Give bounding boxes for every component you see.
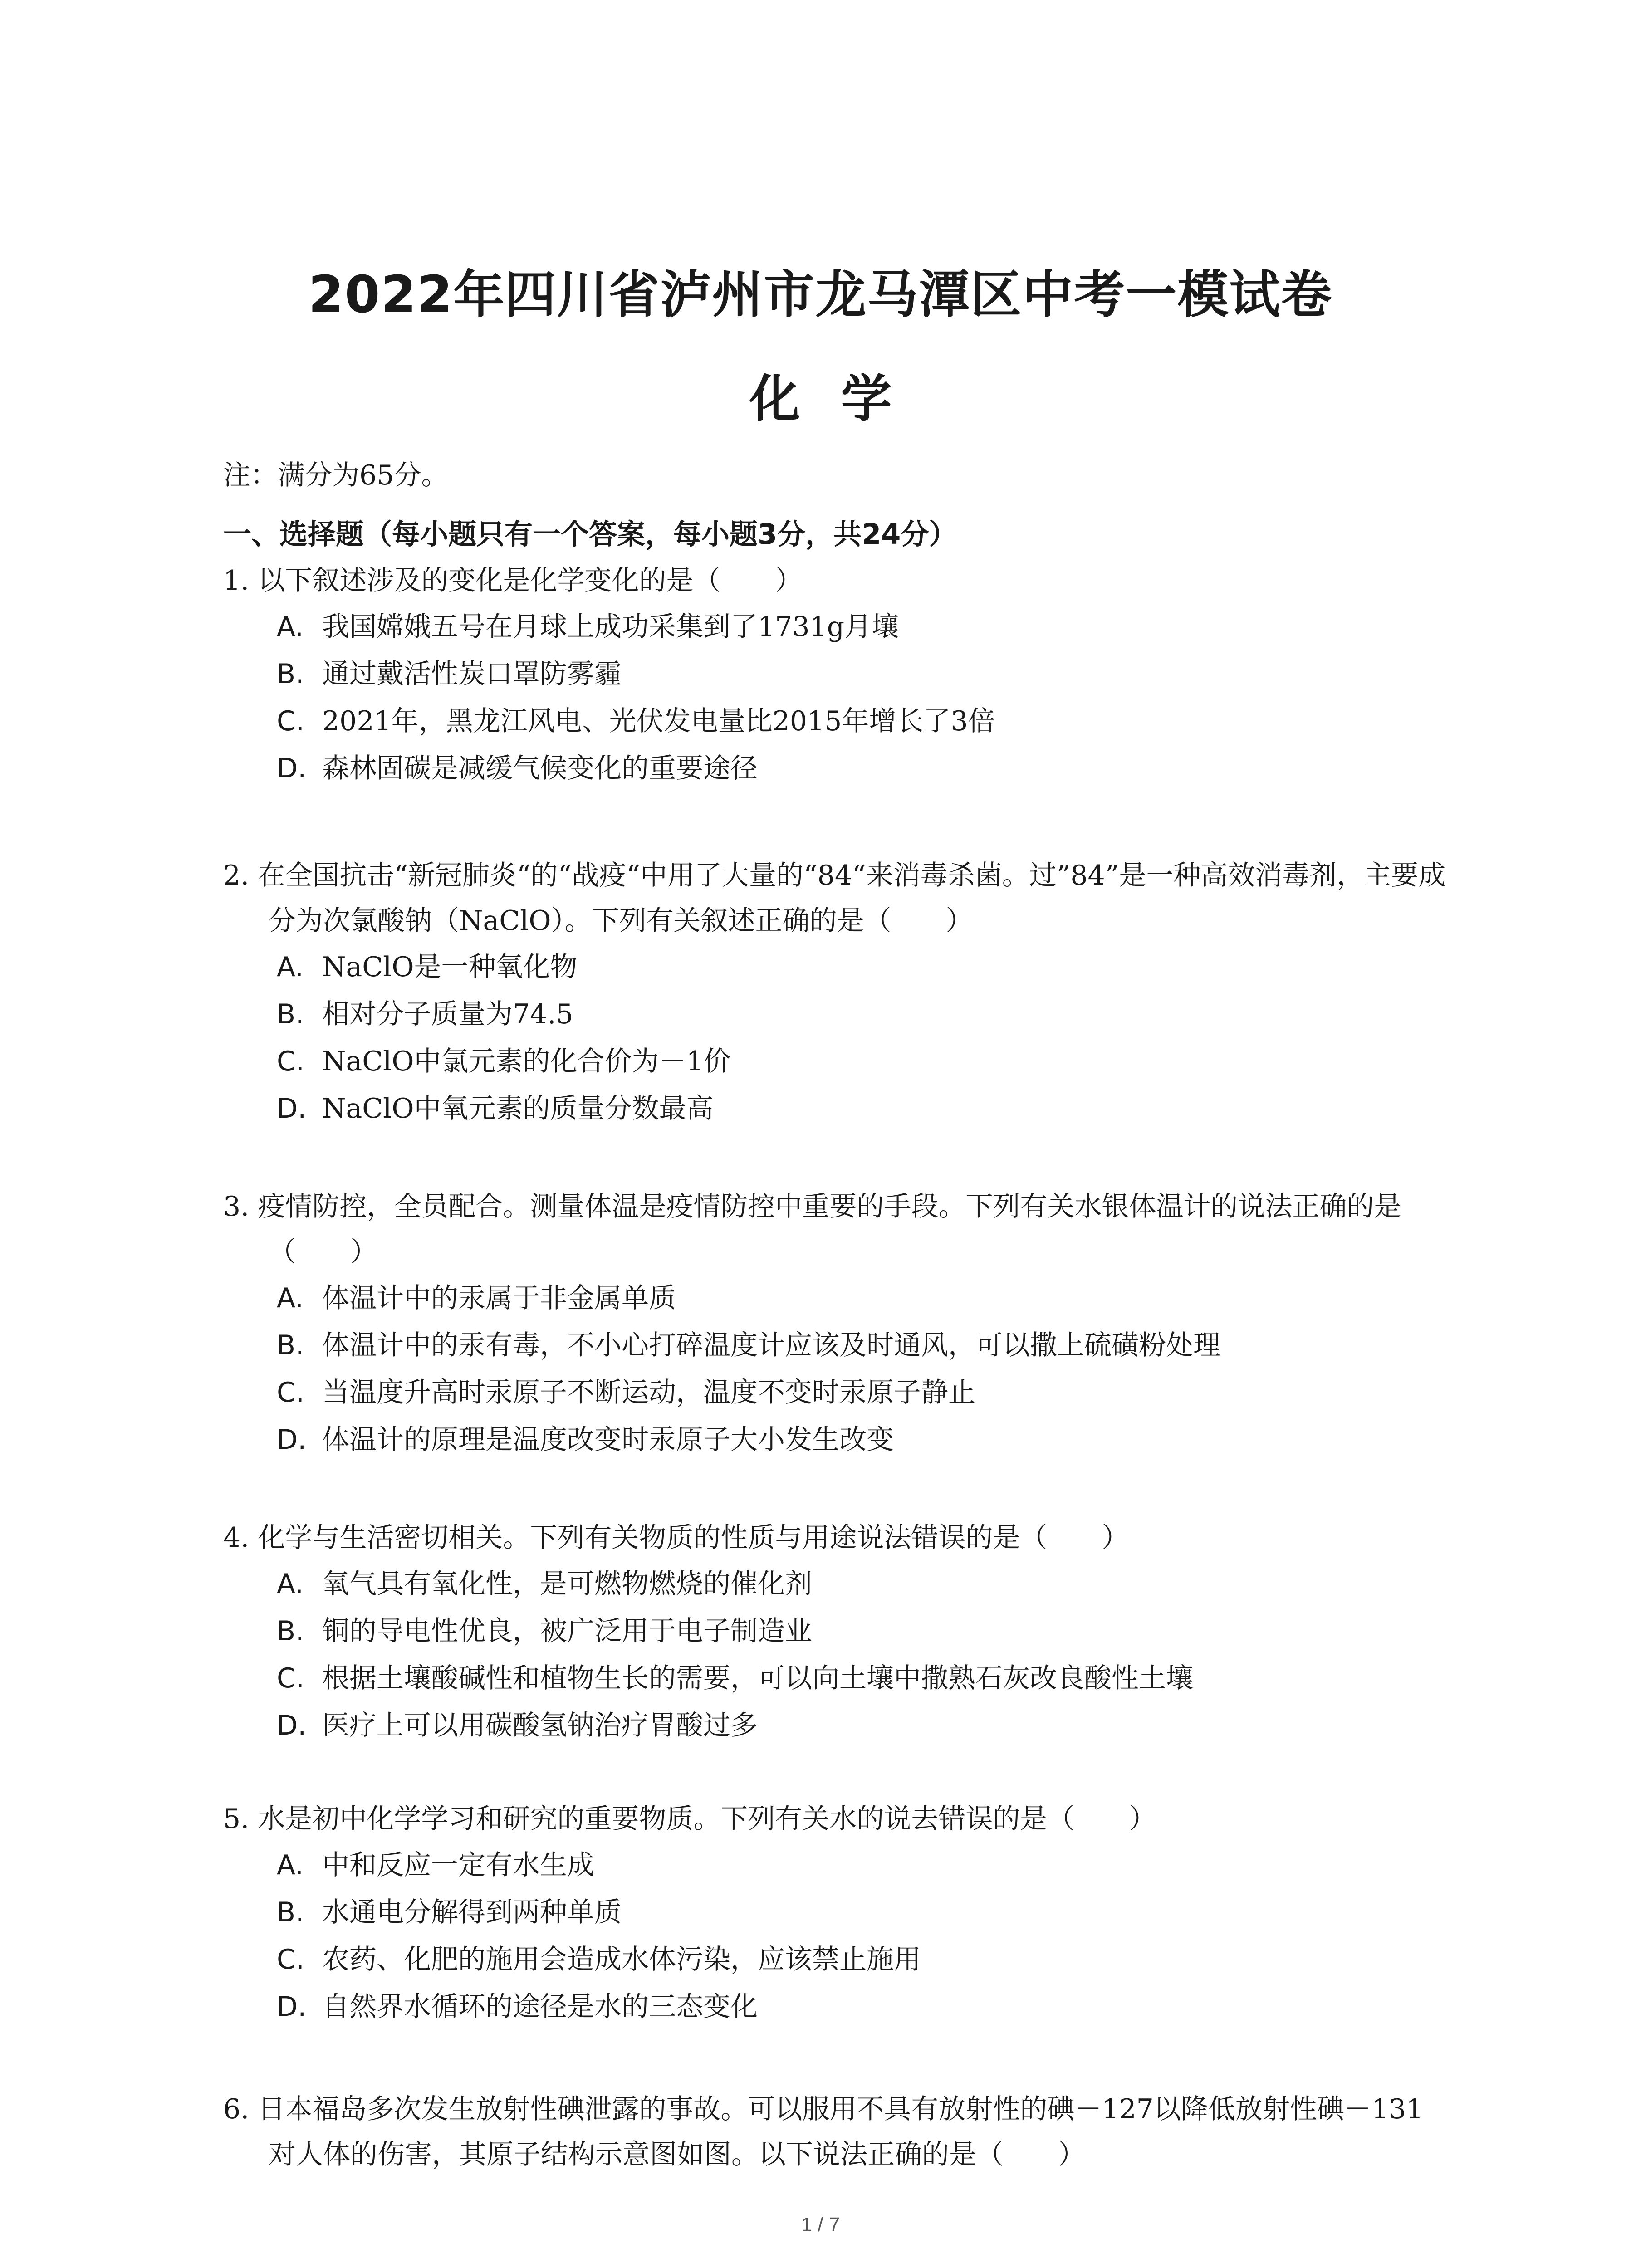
option-label: B. (277, 998, 304, 1030)
option-label: D. (277, 1424, 307, 1456)
option-d (223, 1085, 1448, 1132)
option-label: B. (277, 1330, 304, 1361)
question-1 (223, 558, 1448, 792)
option-c (223, 1936, 1448, 1983)
option-text: 2021年，黑龙江风电、光伏发电量比2015年增长了3倍 (322, 705, 995, 737)
option-text: 体温计中的汞属于非金属单质 (322, 1282, 676, 1314)
score-note: 注：满分为65分。 (223, 459, 449, 491)
option-a (223, 603, 1448, 650)
option-b (223, 991, 1448, 1038)
question-4 (223, 1515, 1448, 1749)
option-d (223, 1416, 1448, 1463)
exam-title: 2022年四川省泸州市龙马潭区中考一模试卷 (308, 265, 1333, 324)
option-c (223, 1038, 1448, 1085)
option-text: 氧气具有氧化性，是可燃物燃烧的催化剂 (322, 1568, 812, 1600)
page-number: 1 / 7 (801, 2214, 840, 2236)
option-label: D. (277, 1710, 307, 1741)
option-label: B. (277, 1615, 304, 1647)
option-d (223, 745, 1448, 792)
option-text: 通过戴活性炭口罩防雾霾 (322, 658, 622, 690)
option-text: 体温计中的汞有毒，不小心打碎温度计应该及时通风，可以撒上硫磺粉处理 (322, 1330, 1220, 1361)
option-a (223, 1842, 1448, 1889)
option-text: 当温度升高时汞原子不断运动，温度不变时汞原子静止 (322, 1377, 975, 1408)
option-text: 自然界水循环的途径是水的三态变化 (322, 1991, 758, 2023)
option-text: 相对分子质量为74.5 (322, 998, 573, 1030)
option-text: 体温计的原理是温度改变时汞原子大小发生改变 (322, 1424, 894, 1456)
option-label: A. (277, 1849, 304, 1881)
option-c (223, 1655, 1448, 1702)
option-label: C. (277, 1046, 304, 1077)
option-b (223, 1608, 1448, 1655)
option-text: 中和反应一定有水生成 (322, 1849, 594, 1881)
option-a (223, 1560, 1448, 1608)
option-text: 农药、化肥的施用会造成水体污染，应该禁止施用 (322, 1944, 921, 1975)
option-c (223, 698, 1448, 745)
option-label: B. (277, 1897, 304, 1928)
option-label: C. (277, 1662, 304, 1694)
option-label: D. (277, 753, 307, 784)
option-label: D. (277, 1991, 307, 2023)
option-b (223, 1322, 1448, 1369)
option-label: A. (277, 1282, 304, 1314)
question-stem: 1. 以下叙述涉及的变化是化学变化的是（ ） (223, 565, 803, 596)
question-5 (223, 1796, 1448, 2030)
option-text: 森林固碳是减缓气候变化的重要途径 (322, 753, 758, 784)
option-text: 医疗上可以用碳酸氢钠治疗胃酸过多 (322, 1710, 758, 1741)
option-d (223, 1702, 1448, 1749)
option-b (223, 650, 1448, 698)
option-label: B. (277, 658, 304, 690)
question-stem: 3. 疫情防控，全员配合。测量体温是疫情防控中重要的手段。下列有关水银体温计的说法正确的是（ ） (223, 1191, 1401, 1268)
option-label: C. (277, 1944, 304, 1975)
option-text: NaClO是一种氧化物 (322, 951, 578, 983)
option-d (223, 1983, 1448, 2030)
question-stem: 4. 化学与生活密切相关。下列有关物质的性质与用途说法错误的是（ ） (223, 1522, 1129, 1554)
section-heading: 一、选择题（每小题只有一个答案，每小题3分，共24分） (223, 518, 957, 551)
option-label: D. (277, 1093, 307, 1124)
question-stem: 2. 在全国抗击“新冠肺炎“的“战疫“中用了大量的“84“来消毒杀菌。过”84”是一种高效消毒剂，主要成分为次氯酸钠（NaClO）。下列有关叙述正确的是（ ） (223, 860, 1446, 937)
option-b (223, 1889, 1448, 1936)
option-label: A. (277, 611, 304, 643)
option-a (223, 1275, 1448, 1322)
option-label: A. (277, 951, 304, 983)
option-label: C. (277, 705, 304, 737)
option-text: NaClO中氧元素的质量分数最高 (322, 1093, 714, 1124)
option-text: 水通电分解得到两种单质 (322, 1897, 622, 1928)
question-3 (223, 1184, 1448, 1463)
question-2 (223, 853, 1448, 1132)
option-label: A. (277, 1568, 304, 1600)
option-c (223, 1369, 1448, 1416)
question-stem: 6. 日本福岛多次发生放射性碘泄露的事故。可以服用不具有放射性的碘－127以降低放射性碘－131对人体的伤害，其原子结构示意图如图。以下说法正确的是（ ） (223, 2093, 1424, 2170)
option-text: 我国嫦娥五号在月球上成功采集到了1731g月壤 (322, 611, 899, 643)
option-text: NaClO中氯元素的化合价为－1价 (322, 1046, 731, 1077)
question-stem: 5. 水是初中化学学习和研究的重要物质。下列有关水的说去错误的是（ ） (223, 1803, 1156, 1835)
option-a (223, 943, 1448, 991)
option-label: C. (277, 1377, 304, 1408)
option-text: 根据土壤酸碱性和植物生长的需要，可以向土壤中撒熟石灰改良酸性土壤 (322, 1662, 1193, 1694)
question-6 (223, 2087, 1448, 2177)
subject-title: 化学 (749, 370, 933, 429)
option-text: 铜的导电性优良，被广泛用于电子制造业 (322, 1615, 812, 1647)
